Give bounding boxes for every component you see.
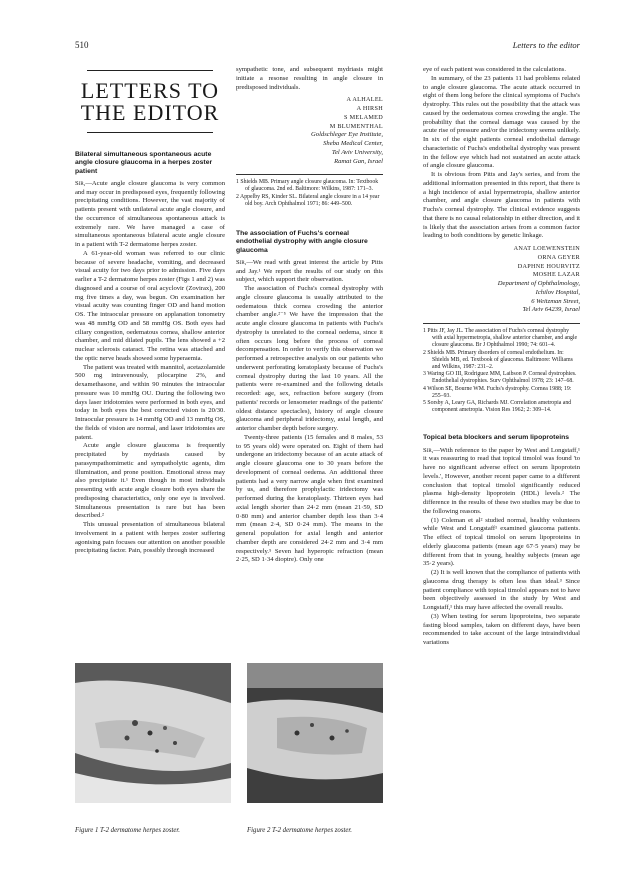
reference-item: 2 Shields MB. Primary disorders of corneal endothelium. In: Shields MB, ed. Textbook of glaucoma. Baltimore: Williams and Wilkins, 1987: 231–2. [423,349,573,371]
letter2-para-3: Twenty-three patients (15 females and 8 males, 53 to 95 years old) were operated on. Eight of them had undergone an iridectomy because of an acute attack of angle closure glaucoma one to 30 years before the development of corneal oedema. An additional three patients had a very narrow angle when first examined by us, and therefore prophylactic iridectomy was performed during the keratoplasty. Thirteen eyes had axial length shorter than 24·2 mm (mean 21·59, SD 0·80 mm) and anterior chamber depth less than 3·4 mm (mean 2·4, SD 0·24 mm). The means in the general population for axial length and anterior chamber depth are considered 24·2 mm and 3·4 mm respectively.⁵ Seven had hyperopic refraction (mean 2·25, SD 1·34 dioptre). Only one [236,433,383,564]
reference-item: 2 Appelby RS, Kinder SL. Bilateral angle closure in a 14 year old boy. Arch Ophthalmol 1971; 86: 449–500. [236,193,380,207]
figure-1-image [75,663,231,803]
section-header [75,66,225,141]
letter1-signature: A ALHALEL A HIRSH S MELAMED M BLUMENTHAL Goldschleger Eye Institute, Sheba Medical Center, Tel Aviv University, Ramat Gan, Israel [311,96,383,165]
letter3-para-1: Sir,—With reference to the paper by West and Longstaff,¹ it was reassuring to read that topical timolol was found 'to have no significant adverse effect on serum lipoprotein levels.', However, another recent paper came to a different conclusion that topical timolol significantly reduced plasma high-density lipoprotein (HDL) levels.² The difference in the results of these two studies may be due to the following reasons. [423,446,580,515]
page-number: 510 [75,40,89,50]
letter3-title: Topical beta blockers and serum lipoproteins [423,434,570,442]
letter1-title: Bilateral simultaneous spontaneous acute angle closure glaucoma in a herpes zoster patient [75,151,213,175]
letter1-para-5: This unusual presentation of simultaneous bilateral involvement in a patient with herpes zoster suffering agonising pain focuses our attention on another possible precipitating factor. Pain, possibly through increased [75,521,225,555]
letter2-para-3-cont: eye of each patient was considered in the calculations. [423,66,566,73]
letter3-para-3: (2) It is well known that the compliance of patients with glaucoma drug therapy is often less than ideal.³ Since patient compliance with topical timolol appears not to have been objectively assessed in the study by West and Longstaff,¹ this may have affected the overall results. [423,569,580,612]
reference-item: 4 Wilson SE, Bourne WM. Fuchs's dystrophy. Cornea 1988; 19: 255–93. [423,385,572,399]
letter3-para-2: (1) Coleman et al² studied normal, healthy volunteers while West and Longstaff¹ examined glaucoma patients. The effect of topical timolol on serum lipoproteins in elderly glaucoma patients (mean age 67·5 years) may be different from that in young, healthy subjects (mean age 35·2 years). [423,516,580,568]
figure-2-photo [247,663,383,803]
letter1-para-4: Acute angle closure glaucoma is frequently precipitated by mydriasis caused by parasympathomimetic and sympatholytic agents, dim illumination, and prone position. Emotional stress may also precipitate it.¹ Even though in most individuals presenting with acute angle closure both eyes share the predisposing characteristics, only one eye is involved. Simultaneous presentation is rare but has been described.² [75,442,225,520]
reference-item: 1 Shields MB. Primary angle closure glaucoma. In: Textbook of glaucoma. 2nd ed. Baltimore: Wilkins, 1987: 171–3. [236,179,379,193]
letter2-references [423,323,580,414]
reference-item: 3 Waring GO III, Rodriguez MM, Laibson P. Corneal dystrophies. Endothelial dystrophies. Surv Ophthalmol 1978; 23: 147–68. [423,371,577,385]
letter1-para-2: A 61-year-old woman was referred to our clinic because of severe headache, vomiting, and decreased visual acuity for two days prior to admission. Five days earlier a T-2 dermatome herpes zoster (Figs 1 and 2) was diagnosed and a course of oral acyclovir (Zovirax), 200 mg five times a day, was begun. On examination her visual acuity was counting finger OD and hand motion OS. The intraocular pressure on applanation tonometry was 48 mmHg OD and 58 mmHg OS. Both eyes had ciliary congestion, oedematous cornea, shallow anterior chamber, and mid dilated pupils. The lens showed a +2 nuclear sclerosis cataract. The retina was attached and the optic nerve heads showed some hyperaemia. [75,249,225,362]
column-2 [236,66,383,565]
letter2-title: The association of Fuchs's corneal endothelial dystrophy with angle closure glaucoma [236,230,368,254]
section-title: LETTERS TO THE EDITOR [80,78,220,125]
letter1-references [236,174,383,208]
header-rule-top [87,70,213,71]
column-3 [423,66,580,648]
column-1 [75,66,225,556]
letter2-para-4: In summary, of the 23 patients 11 had problems related to angle closure glaucoma. The acute attack occurred in eight of them long before the clinical symptoms of Fuchs's dystrophy. This rules out the possibility that the attack was caused by the oedematous cornea crowding the angle. The probability that the corneal damage was caused by the acute rise of pressure and/or the iridectomy seems unlikely. In six of the eight patients corneal endothelial damage characteristic of Fuchs's endothelial dystrophy was present in the fellow eye which had not sustained an acute attack of angle closure glaucoma. [423,74,580,170]
figure-1-caption: Figure 1 T-2 dermatome herpes zoster. [75,827,180,834]
figure-2-caption: Figure 2 T-2 dermatome herpes zoster. [247,827,352,834]
letter2-para-2: The association of Fuchs's corneal dystrophy with angle closure glaucoma is usually attributed to the oedematous thick cornea crowding the anterior chamber angle.²⁻⁵ We have the impression that the acute angle closure glaucoma in patients with Fuchs's dystrophy is unrelated to the corneal oedema, since it often occurs long before the process of corneal decompensation. In order to verify this observation we performed a retrospective analysis on our patients who underwent perforating keratoplasty because of Fuchs's corneal dystrophy during the last 10 years. All the patients were re-examined and the following details recorded: age, sex, refraction before surgery (from patients' records or lensometer readings of the patients' oldest distance spectacles), history of angle closure glaucoma and peripheral iridectomy, axial length, and anterior chamber depth before surgery. [236,285,383,433]
figure-2-image [247,663,383,803]
letter1-para-1: Sir,—Acute angle closure glaucoma is very common and may occur in predisposed eyes, frequently following precipitating conditions. However, the vast majority of patients present with unilateral acute angle closure, and the occurrence of simultaneous spontaneous attack is extremely rare. We have managed a case of simultaneous spontaneous bilateral acute angle closure in a patient with T-2 dermatome herpes zoster. [75,179,225,249]
letter3-para-4: (3) When testing for serum lipoproteins, two separate fasting blood samples, taken on different days, have been recommended to take account of the large intraindividual variations [423,612,580,647]
figure-1-photo [75,663,231,803]
letter2-para-5: It is obvious from Pitts and Jay's series, and from the additional information presented in this report, that there is a high incidence of axial hypermetropia, shallow anterior chamber, and angle closure glaucoma in patients with Fuchs's corneal dystrophy. The clinical evidence suggests that there is no causal relationship in either direction, and it is likely that the association arises from a common factor leading to both conditions by genetic linkage. [423,171,580,240]
letter1-para-3: The patient was treated with mannitol, acetazolamide 500 mg intravenously, pilocarpine 2%, and dexamethasone, and within 90 minutes the intraocular pressure was 10 mmHg OU. During the following two days laser iridotomies were performed in both eyes, and today in both eyes the best corrected vision is 20/30. Intraocular pressure is 14 mmHg OD and 13 mmHg OS, the fields of vision are normal, and laser iridotomies are patent. [75,363,225,441]
letter1-para-5-cont: sympathetic tone, and subsequent mydriasis might initiate a resonse resulting in angle closure in predisposed individuals. [236,66,383,91]
reference-item: 5 Sorsby A, Leary GA, Richards MJ. Correlation ametropia and component ametropia. Vision Res 1962; 2: 309–14. [423,400,572,414]
reference-item: 1 Pitts JF, Jay JL. The association of Fuchs's corneal dystrophy with axial hypermetropia, shallow anterior chamber, and angle closure glaucoma. Br J Ophthalmol 1990; 74: 601–4. [423,328,578,349]
letter2-signature: ANAT LOEWENSTEIN ORNA GEYER DAPHNE HOURVITZ MOSHE LAZAR Department of Ophthalmology, Ichilov Hospital, 6 Weitzman Street, Tel Aviv 64239, Israel [497,245,580,314]
header-rule-bottom [87,132,213,133]
letter2-para-1: Sir,—We read with great interest the article by Pitts and Jay.¹ We report the results of our study on this subject, which support their observation. [236,258,383,284]
running-head: Letters to the editor [512,40,580,50]
